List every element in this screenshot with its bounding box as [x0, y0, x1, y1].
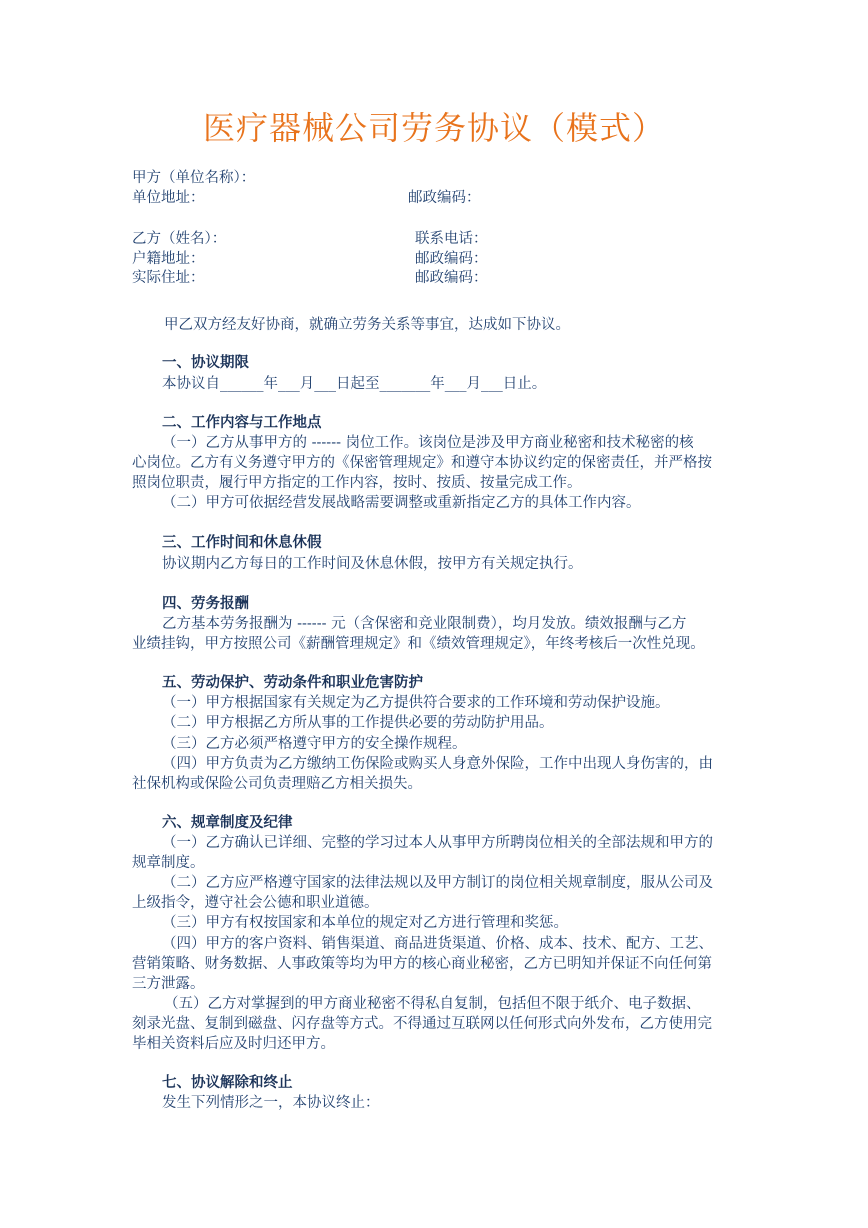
party-b-household-postcode-label: 邮政编码： [415, 251, 488, 267]
section-6-line: 毕相关资料后应及时归还甲方。 [132, 1036, 335, 1052]
section-5-line: （二）甲方根据乙方所从事的工作提供必要的劳动防护用品。 [162, 715, 554, 731]
section-5-line: （三）乙方必须严格遵守甲方的安全操作规程。 [162, 736, 467, 752]
section-7-heading: 七、协议解除和终止 [162, 1075, 293, 1091]
party-b-phone-label: 联系电话： [415, 231, 488, 247]
section-6-line: （二）乙方应严格遵守国家的法律法规以及甲方制订的岗位相关规章制度，服从公司及 [162, 875, 713, 891]
section-6-line: （五）乙方对掌握到的甲方商业秘密不得私自复制，包括但不限于纸介、电子数据、 [164, 996, 701, 1012]
section-4-heading: 四、劳务报酬 [162, 596, 249, 612]
section-6-line: （一）乙方确认已详细、完整的学习过本人从事甲方所聘岗位相关的全部法规和甲方的 [162, 835, 713, 851]
section-1-heading: 一、协议期限 [162, 355, 249, 371]
section-4-line: 乙方基本劳务报酬为 ------ 元（含保密和竞业限制费），均月发放。绩效报酬与乙方 [162, 616, 687, 632]
section-5-line: （四）甲方负责为乙方缴纳工伤保险或购买人身意外保险，工作中出现人身伤害的，由 [162, 756, 713, 772]
section-2-line: （二）甲方可依据经营发展战略需要调整或重新指定乙方的具体工作内容。 [162, 495, 641, 511]
section-2-line: 照岗位职责，履行甲方指定的工作内容，按时、按质、按量完成工作。 [132, 475, 582, 491]
section-2-heading: 二、工作内容与工作地点 [162, 415, 322, 431]
section-3-line: 协议期内乙方每日的工作时间及休息休假，按甲方有关规定执行。 [162, 556, 583, 572]
intro-paragraph: 甲乙双方经友好协商，就确立劳务关系等事宜，达成如下协议。 [164, 317, 570, 333]
party-a-postcode-label: 邮政编码： [408, 190, 481, 206]
party-b-name-label: 乙方（姓名）： [132, 231, 227, 247]
section-2-line: 心岗位。乙方有义务遵守甲方的《保密管理规定》和遵守本协议约定的保密责任，并严格按 [132, 455, 712, 471]
section-5-heading: 五、劳动保护、劳动条件和职业危害防护 [162, 675, 423, 691]
party-a-address-label: 单位地址： [132, 190, 205, 206]
section-3-heading: 三、工作时间和休息休假 [162, 535, 322, 551]
section-5-line: 社保机构或保险公司负责理赔乙方相关损失。 [132, 776, 422, 792]
section-6-line: 三方泄露。 [132, 976, 205, 992]
section-1-line: 本协议自______年___月___日起至_______年___月___日止。 [162, 376, 547, 392]
party-b-household-label: 户籍地址： [132, 251, 205, 267]
section-5-line: （一）甲方根据国家有关规定为乙方提供符合要求的工作环境和劳动保护设施。 [162, 695, 670, 711]
section-6-line: 规章制度。 [132, 855, 205, 871]
section-6-line: （四）甲方的客户资料、销售渠道、商品进货渠道、价格、成本、技术、配方、工艺、 [162, 936, 713, 952]
party-a-name-label: 甲方（单位名称）： [132, 170, 256, 186]
document-title: 医疗器械公司劳务协议（模式） [202, 109, 665, 147]
section-7-line: 发生下列情形之一，本协议终止： [162, 1095, 380, 1111]
party-b-residence-postcode-label: 邮政编码： [415, 270, 488, 286]
section-6-line: 营销策略、财务数据、人事政策等均为甲方的核心商业秘密，乙方已明知并保证不向任何第 [132, 956, 712, 972]
section-6-heading: 六、规章制度及纪律 [162, 815, 293, 831]
section-2-line: （一）乙方从事甲方的 ------ 岗位工作。该岗位是涉及甲方商业秘密和技术秘密的核 [162, 435, 694, 451]
section-6-line: 上级指令，遵守社会公德和职业道德。 [132, 895, 379, 911]
section-6-line: 刻录光盘、复制到磁盘、闪存盘等方式。不得通过互联网以任何形式向外发布，乙方使用完 [132, 1016, 712, 1032]
section-4-line: 业绩挂钩，甲方按照公司《薪酬管理规定》和《绩效管理规定》，年终考核后一次性兑现。 [132, 636, 705, 652]
party-b-residence-label: 实际住址： [132, 270, 205, 286]
section-6-line: （三）甲方有权按国家和本单位的规定对乙方进行管理和奖惩。 [162, 915, 568, 931]
